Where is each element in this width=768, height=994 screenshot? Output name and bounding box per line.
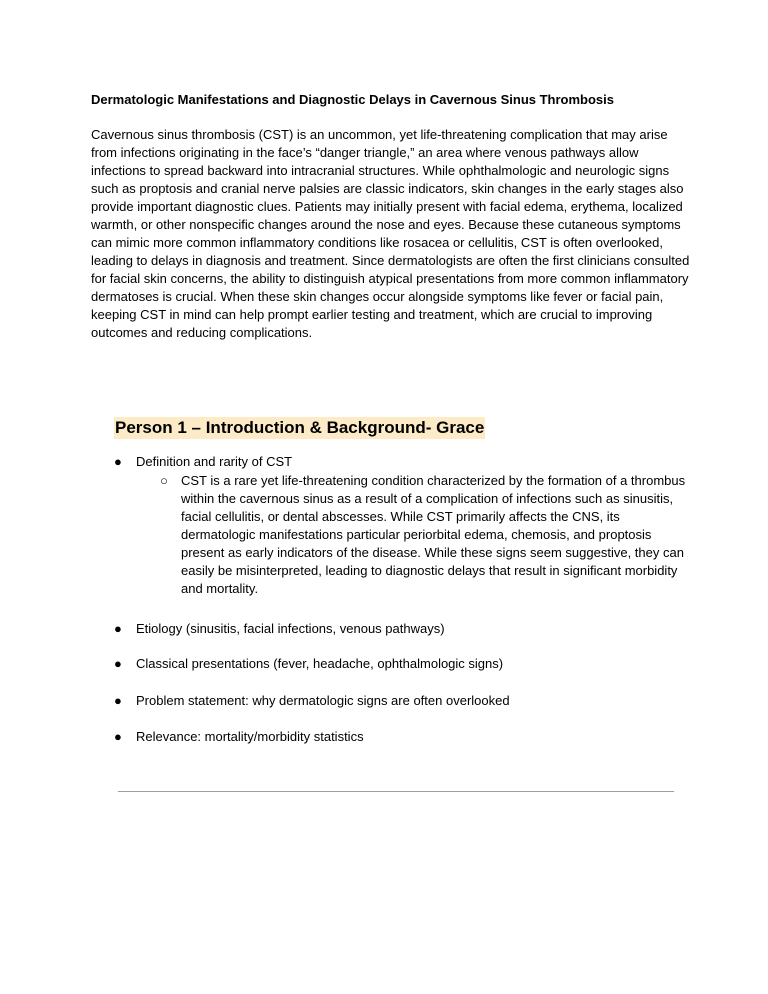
bullet-icon: ●: [114, 656, 122, 671]
list-item-label: Relevance: mortality/morbidity statistics: [136, 729, 364, 744]
list-item-label: Problem statement: why dermatologic signs are often overlooked: [136, 693, 510, 708]
bullet-icon: ●: [114, 454, 122, 469]
list-item: [114, 453, 292, 471]
section-heading: Person 1 – Introduction & Background- Grace: [115, 418, 485, 437]
list-item: [114, 728, 364, 746]
intro-paragraph: Cavernous sinus thrombosis (CST) is an uncommon, yet life-threatening complication that may arise from infections originating in the face’s “danger triangle,” an area where venous pathways allow infections to spread backward into intracranial structures. While ophthalmologic and neurologic signs such as proptosis and cranial nerve palsies are classic indicators, skin changes in the early stages also provide important diagnostic clues. Patients may initially present with facial edema, erythema, localized warmth, or other nonspecific changes around the nose and eyes. Because these cutaneous symptoms can mimic more common inflammatory conditions like rosacea or cellulitis, CST is often overlooked, leading to delays in diagnosis and treatment. Since dermatologists are often the first clinicians consulted for facial skin concerns, the ability to distinguish atypical presentations from more common inflammatory dermatoses is crucial. When these skin changes occur alongside symptoms like fever or facial pain, keeping CST in mind can help prompt earlier testing and treatment, which are crucial to improving outcomes and reducing complications.: [91, 127, 690, 340]
bullet-icon: ●: [114, 693, 122, 708]
list-item-label: Classical presentations (fever, headache, ophthalmologic signs): [136, 656, 504, 671]
bullet-icon: ●: [114, 621, 122, 636]
horizontal-divider: [118, 791, 674, 792]
sub-list-item-text: CST is a rare yet life-threatening condition characterized by the formation of a thrombus within the cavernous sinus as a result of a complication of infections such as sinusitis, facial cellulitis, or dental abscesses. While CST primarily affects the CNS, its dermatologic manifestations particular periorbital edema, chemosis, and proptosis present as early indicators of the disease. While these signs seem suggestive, they can easily be misinterpreted, leading to diagnostic delays that result in significant morbidity and mortality.: [181, 473, 686, 596]
list-item: [114, 620, 445, 638]
list-item: [114, 655, 503, 673]
sub-list-item: [160, 472, 690, 598]
list-item-label: Etiology (sinusitis, facial infections, venous pathways): [136, 621, 445, 636]
circle-bullet-icon: ○: [160, 473, 168, 488]
list-item-label: Definition and rarity of CST: [136, 454, 293, 469]
list-item: [114, 692, 510, 710]
bullet-icon: ●: [114, 729, 122, 744]
document-title: Dermatologic Manifestations and Diagnostic Delays in Cavernous Sinus Thrombosis: [91, 92, 614, 107]
